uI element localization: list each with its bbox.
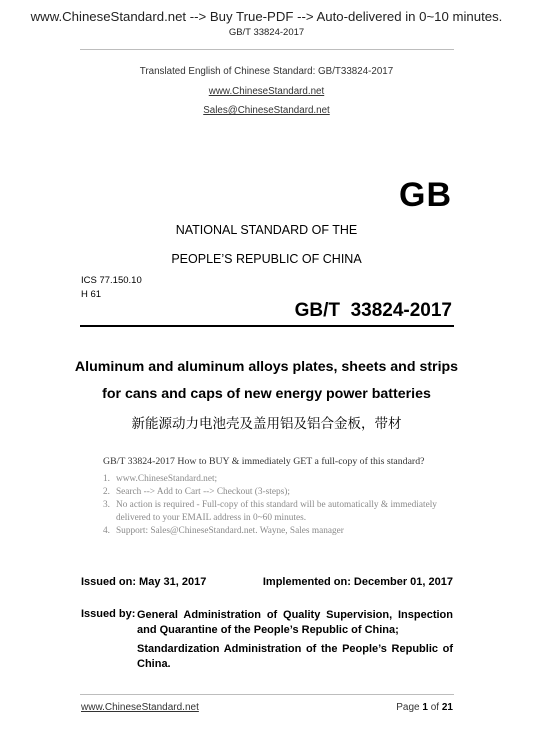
issuer-sac: Standardization Administration of the People’s Republic of China. bbox=[137, 643, 453, 670]
page-total: 21 bbox=[441, 702, 453, 713]
step-number: 4. bbox=[103, 526, 110, 536]
title-divider bbox=[80, 325, 454, 327]
issued-on-date: Issued on: May 31, 2017 bbox=[81, 576, 207, 588]
title-line2: for cans and caps of new energy power batteries bbox=[102, 386, 431, 402]
top-banner: www.ChineseStandard.net --> Buy True-PDF --> Auto-delivered in 0~10 minutes. bbox=[30, 9, 503, 24]
step-text: Search --> Add to Cart --> Checkout (3-steps); bbox=[116, 487, 290, 497]
issued-by-label: Issued by: bbox=[81, 608, 136, 620]
step-number: 3. bbox=[103, 500, 110, 510]
footer-divider bbox=[80, 694, 454, 695]
translation-line: Translated English of Chinese Standard: GB/T33824-2017 bbox=[139, 66, 394, 77]
national-standard-line1: NATIONAL STANDARD OF THE bbox=[175, 223, 358, 237]
step-number: 2. bbox=[103, 487, 110, 497]
purchase-step bbox=[103, 525, 438, 538]
purchase-heading: GB/T 33824-2017 How to BUY & immediately GET a full-copy of this standard? bbox=[103, 456, 425, 467]
step-text: Support: Sales@ChineseStandard.net. Wayne, Sales manager bbox=[116, 526, 344, 536]
ics-code: ICS 77.150.10 bbox=[81, 275, 142, 286]
standard-number: GB/T 33824-2017 bbox=[294, 300, 452, 321]
national-standard-line2: PEOPLE’S REPUBLIC OF CHINA bbox=[171, 252, 362, 266]
purchase-step bbox=[103, 499, 438, 525]
implemented-on-date: Implemented on: December 01, 2017 bbox=[262, 576, 453, 588]
title-line1: Aluminum and aluminum alloys plates, sheets and strips bbox=[74, 359, 459, 375]
footer-link[interactable]: www.ChineseStandard.net bbox=[81, 702, 199, 713]
purchase-step bbox=[103, 486, 438, 499]
step-number: 1. bbox=[103, 474, 110, 484]
purchase-step bbox=[103, 473, 438, 486]
gb-logo: GB bbox=[399, 176, 452, 214]
email-link[interactable]: Sales@ChineseStandard.net bbox=[203, 105, 330, 116]
page-of: of bbox=[430, 702, 440, 713]
step-text[interactable]: www.ChineseStandard.net; bbox=[116, 474, 218, 484]
header-divider bbox=[80, 49, 454, 50]
page-current: 1 bbox=[422, 702, 428, 713]
purchase-steps bbox=[103, 473, 438, 538]
header-standard-code: GB/T 33824-2017 bbox=[228, 27, 305, 38]
issuer-aqsiq: General Administration of Quality Supervision, Inspection and Quarantine of the People’s Republic of China; bbox=[137, 609, 453, 636]
page-indicator bbox=[396, 702, 453, 713]
h-code: H 61 bbox=[81, 289, 102, 300]
page-prefix: Page bbox=[396, 702, 420, 713]
step-text: No action is required - Full-copy of this standard will be automatically & immediately delivered to your EMAIL address in 0~60 minutes. bbox=[116, 500, 437, 523]
website-link[interactable]: www.ChineseStandard.net bbox=[208, 86, 325, 97]
title-chinese: 新能源动力电池壳及盖用铝及铝合金板，带材 bbox=[131, 416, 402, 431]
